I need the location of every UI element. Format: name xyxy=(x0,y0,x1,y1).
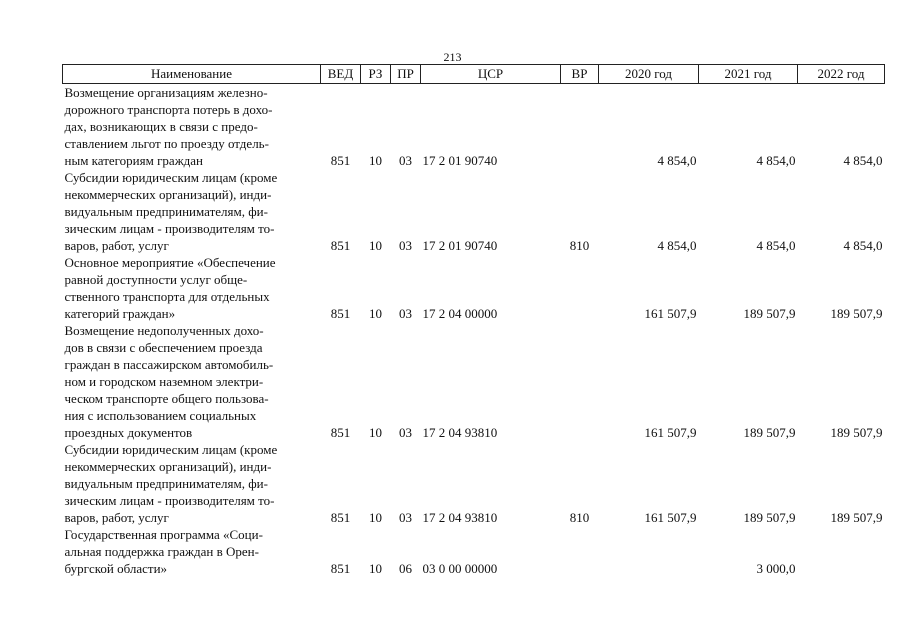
row-name xyxy=(63,322,321,441)
row-2020: 161 507,9 xyxy=(644,510,697,525)
row-2022: 189 507,9 xyxy=(830,510,883,525)
row-pr: 03 xyxy=(399,510,412,525)
row-vr xyxy=(561,254,599,322)
row-ved: 851 xyxy=(330,561,351,576)
table-row xyxy=(63,84,885,170)
row-pr: 03 xyxy=(399,425,412,440)
row-name xyxy=(63,526,321,577)
header-csr: ЦСР xyxy=(421,65,561,84)
row-2022: 189 507,9 xyxy=(830,425,883,440)
row-name-text: Возмещение организациям железно- дорожного транспорта потерь в дохо- дах, возникающих в связи с предо- ставлением льгот по проезду отдель- ным категориям граждан xyxy=(64,85,273,168)
row-ved: 851 xyxy=(330,153,351,168)
header-rz: РЗ xyxy=(361,65,391,84)
row-2021: 189 507,9 xyxy=(743,510,796,525)
header-2021: 2021 год xyxy=(699,65,798,84)
row-rz: 10 xyxy=(369,510,382,525)
row-2021: 4 854,0 xyxy=(756,238,796,253)
row-2020 xyxy=(599,526,699,577)
row-2022: 4 854,0 xyxy=(843,153,883,168)
row-rz: 10 xyxy=(369,306,382,321)
row-vr xyxy=(561,84,599,170)
row-rz: 10 xyxy=(369,561,382,576)
table-row xyxy=(63,441,885,526)
row-2022 xyxy=(798,526,885,577)
row-name xyxy=(63,441,321,526)
header-ved: ВЕД xyxy=(321,65,361,84)
row-pr: 03 xyxy=(399,238,412,253)
header-name: Наименование xyxy=(63,65,321,84)
row-vr: 810 xyxy=(569,238,590,253)
header-2020: 2020 год xyxy=(599,65,699,84)
row-csr: 17 2 04 93810 xyxy=(422,510,498,525)
row-rz: 10 xyxy=(369,153,382,168)
row-pr: 03 xyxy=(399,306,412,321)
row-name-text: Возмещение недополученных дохо- дов в связи с обеспечением проезда граждан в пассажирском автомобиль- ном и городском наземном электри- ческом транспорте общего пользова- ния с использованием социальных проездных документов xyxy=(64,323,274,440)
row-2022: 4 854,0 xyxy=(843,238,883,253)
row-csr: 17 2 01 90740 xyxy=(422,238,498,253)
row-pr: 06 xyxy=(399,561,412,576)
row-pr: 03 xyxy=(399,153,412,168)
row-name-text: Основное мероприятие «Обеспечение равной доступности услуг обще- ственного транспорта для отдельных категорий граждан» xyxy=(64,255,276,321)
table-header-row xyxy=(63,65,885,84)
row-rz: 10 xyxy=(369,238,382,253)
row-vr xyxy=(561,526,599,577)
row-ved: 851 xyxy=(330,425,351,440)
row-name xyxy=(63,84,321,170)
row-ved: 851 xyxy=(330,306,351,321)
table-row xyxy=(63,526,885,577)
row-csr: 03 0 00 00000 xyxy=(422,561,498,576)
row-2022: 189 507,9 xyxy=(830,306,883,321)
row-vr: 810 xyxy=(569,510,590,525)
row-2020: 161 507,9 xyxy=(644,306,697,321)
row-2021: 189 507,9 xyxy=(743,306,796,321)
row-2021: 4 854,0 xyxy=(756,153,796,168)
header-vr: ВР xyxy=(561,65,599,84)
row-name-text: Субсидии юридическим лицам (кроме некоммерческих организаций), инди- видуальным предпринимателям, фи- зическим лицам - производителям то- варов, работ, услуг xyxy=(64,442,278,525)
table-row xyxy=(63,254,885,322)
row-2021: 189 507,9 xyxy=(743,425,796,440)
row-2020: 161 507,9 xyxy=(644,425,697,440)
row-name-text: Субсидии юридическим лицам (кроме некоммерческих организаций), инди- видуальным предпринимателям, фи- зическим лицам - производителям то- варов, работ, услуг xyxy=(64,170,278,253)
row-2020: 4 854,0 xyxy=(657,238,697,253)
row-name xyxy=(63,169,321,254)
header-pr: ПР xyxy=(391,65,421,84)
row-2020: 4 854,0 xyxy=(657,153,697,168)
page-number: 213 xyxy=(443,50,462,64)
row-csr: 17 2 04 93810 xyxy=(422,425,498,440)
row-name xyxy=(63,254,321,322)
row-rz: 10 xyxy=(369,425,382,440)
row-ved: 851 xyxy=(330,510,351,525)
row-vr xyxy=(561,322,599,441)
table-row xyxy=(63,169,885,254)
row-2021: 3 000,0 xyxy=(756,561,796,576)
row-name-text: Государственная программа «Соци- альная поддержка граждан в Орен- бургской области» xyxy=(64,527,263,576)
row-csr: 17 2 04 00000 xyxy=(422,306,498,321)
budget-table xyxy=(62,64,885,577)
table-row xyxy=(63,322,885,441)
header-2022: 2022 год xyxy=(798,65,885,84)
row-ved: 851 xyxy=(330,238,351,253)
row-csr: 17 2 01 90740 xyxy=(422,153,498,168)
